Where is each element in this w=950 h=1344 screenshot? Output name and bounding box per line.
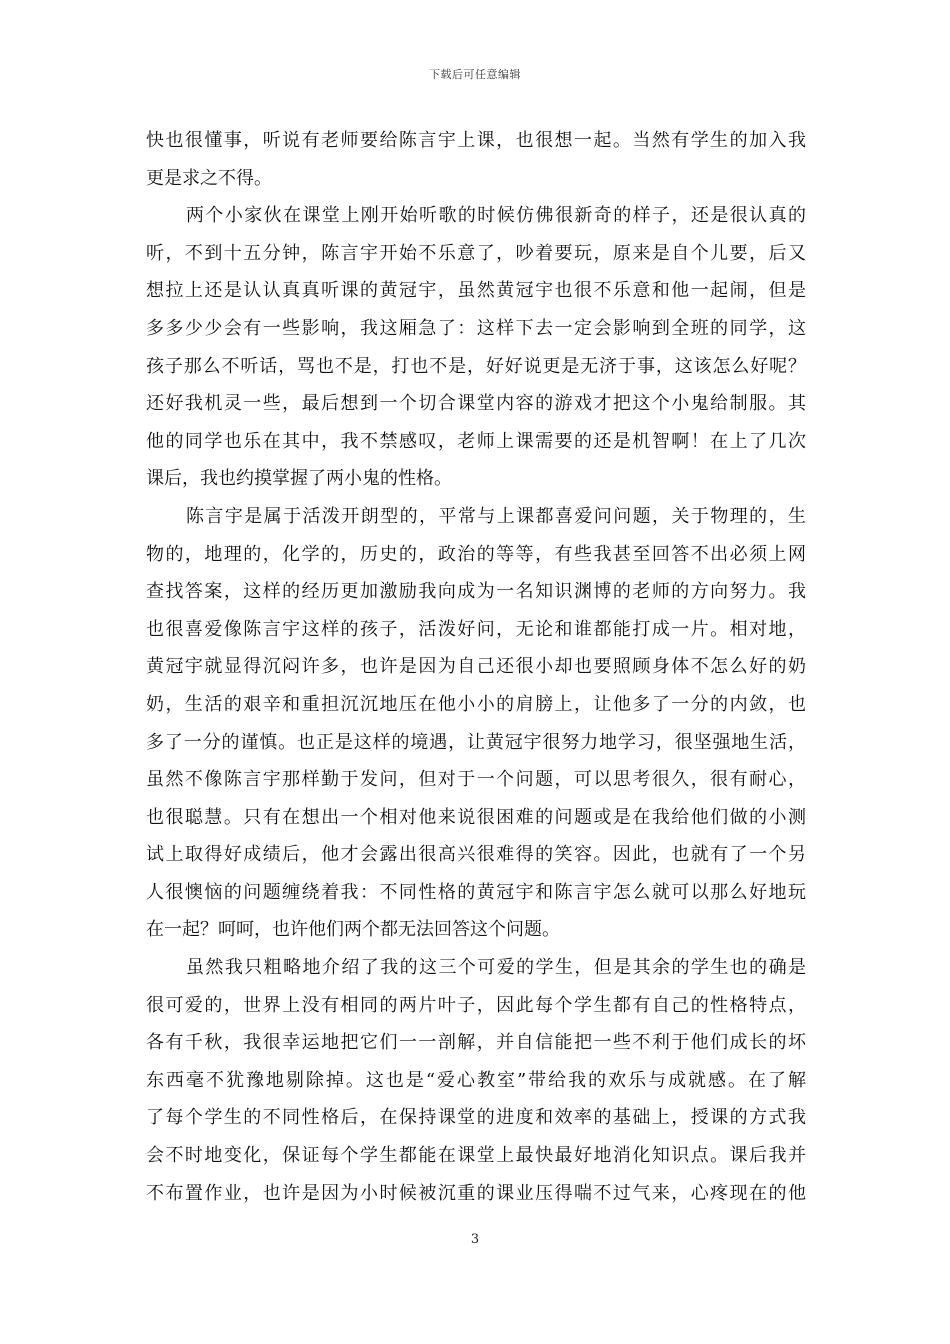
text-line: 了每个学生的不同性格后，在保持课堂的进度和效率的基础上，授课的方式我 <box>146 1107 806 1129</box>
paragraph <box>146 949 806 1212</box>
text-line: 他的同学也乐在其中，我不禁感叹，老师上课需要的还是机智啊！在上了几次 <box>146 430 806 452</box>
paragraph <box>146 498 806 949</box>
text-line: 各有千秋，我很幸运地把它们一一剖解，并自信能把一些不利于他们成长的坏 <box>146 1032 806 1054</box>
text-line: 听，不到十五分钟，陈言宇开始不乐意了，吵着要玩，原来是自个儿要，后又 <box>146 242 806 264</box>
text-line: 在一起？呵呵，也许他们两个都无法回答这个问题。 <box>146 919 560 941</box>
text-line: 会不时地变化，保证每个学生都能在课堂上最快最好地消化知识点。课后我并 <box>146 1145 806 1167</box>
page-header: 下载后可任意编辑 <box>429 68 521 81</box>
text-line: 多多少少会有一些影响，我这厢急了：这样下去一定会影响到全班的同学，这 <box>146 317 806 339</box>
text-line: 孩子那么不听话，骂也不是，打也不是，好好说更是无济于事，这该怎么好呢？ <box>146 355 806 377</box>
text-line: 物的，地理的，化学的，历史的，政治的等等，有些我甚至回答不出必须上网 <box>146 543 806 565</box>
text-line: 想拉上还是认认真真听课的黄冠宇，虽然黄冠宇也很不乐意和他一起闹，但是 <box>146 280 806 302</box>
text-line: 虽然我只粗略地介绍了我的这三个可爱的学生，但是其余的学生也的确是 <box>186 957 806 979</box>
text-line: 东西毫不犹豫地剔除掉。这也是“爱心教室”带给我的欢乐与成就感。在了解 <box>146 1069 806 1091</box>
text-line: 黄冠宇就显得沉闷许多，也许是因为自己还很小却也要照顾身体不怎么好的奶 <box>146 656 806 678</box>
text-line: 课后，我也约摸掌握了两小鬼的性格。 <box>146 468 452 490</box>
text-line: 不布置作业，也许是因为小时候被沉重的课业压得喘不过气来，心疼现在的他 <box>146 1182 806 1204</box>
text-line: 试上取得好成绩后，他才会露出很高兴很难得的笑容。因此，也就有了一个另 <box>146 844 806 866</box>
text-line: 陈言宇是属于活泼开朗型的，平常与上课都喜爱问问题，关于物理的，生 <box>186 505 806 527</box>
text-line: 虽然不像陈言宇那样勤于发问，但对于一个问题，可以思考很久，很有耐心， <box>146 769 806 791</box>
text-line: 也很喜爱像陈言宇这样的孩子，活泼好问，无论和谁都能打成一片。相对地， <box>146 618 806 640</box>
text-line: 很可爱的，世界上没有相同的两片叶子，因此每个学生都有自己的性格特点， <box>146 994 806 1016</box>
document-body <box>146 122 806 1212</box>
text-line: 还好我机灵一些，最后想到一个切合课堂内容的游戏才把这个小鬼给制服。其 <box>146 393 806 415</box>
text-line: 也很聪慧。只有在想出一个相对他来说很困难的问题或是在我给他们做的小测 <box>146 806 806 828</box>
text-line: 更是求之不得。 <box>146 167 272 189</box>
text-line: 两个小家伙在课堂上刚开始听歌的时候仿佛很新奇的样子，还是很认真的 <box>186 205 806 227</box>
text-line: 人很懊恼的问题缠绕着我：不同性格的黄冠宇和陈言宇怎么就可以那么好地玩 <box>146 881 806 903</box>
text-line: 快也很懂事，听说有老师要给陈言宇上课，也很想一起。当然有学生的加入我 <box>146 130 806 151</box>
text-line: 多了一分的谨慎。也正是这样的境遇，让黄冠宇很努力地学习，很坚强地生活， <box>146 731 806 753</box>
page-number: 3 <box>470 1232 480 1247</box>
text-line: 查找答案，这样的经历更加激励我向成为一名知识渊博的老师的方向努力。我 <box>146 581 806 603</box>
text-line: 奶，生活的艰辛和重担沉沉地压在他小小的肩膀上，让他多了一分的内敛，也 <box>146 693 806 715</box>
paragraph <box>146 197 806 498</box>
paragraph <box>146 122 806 197</box>
